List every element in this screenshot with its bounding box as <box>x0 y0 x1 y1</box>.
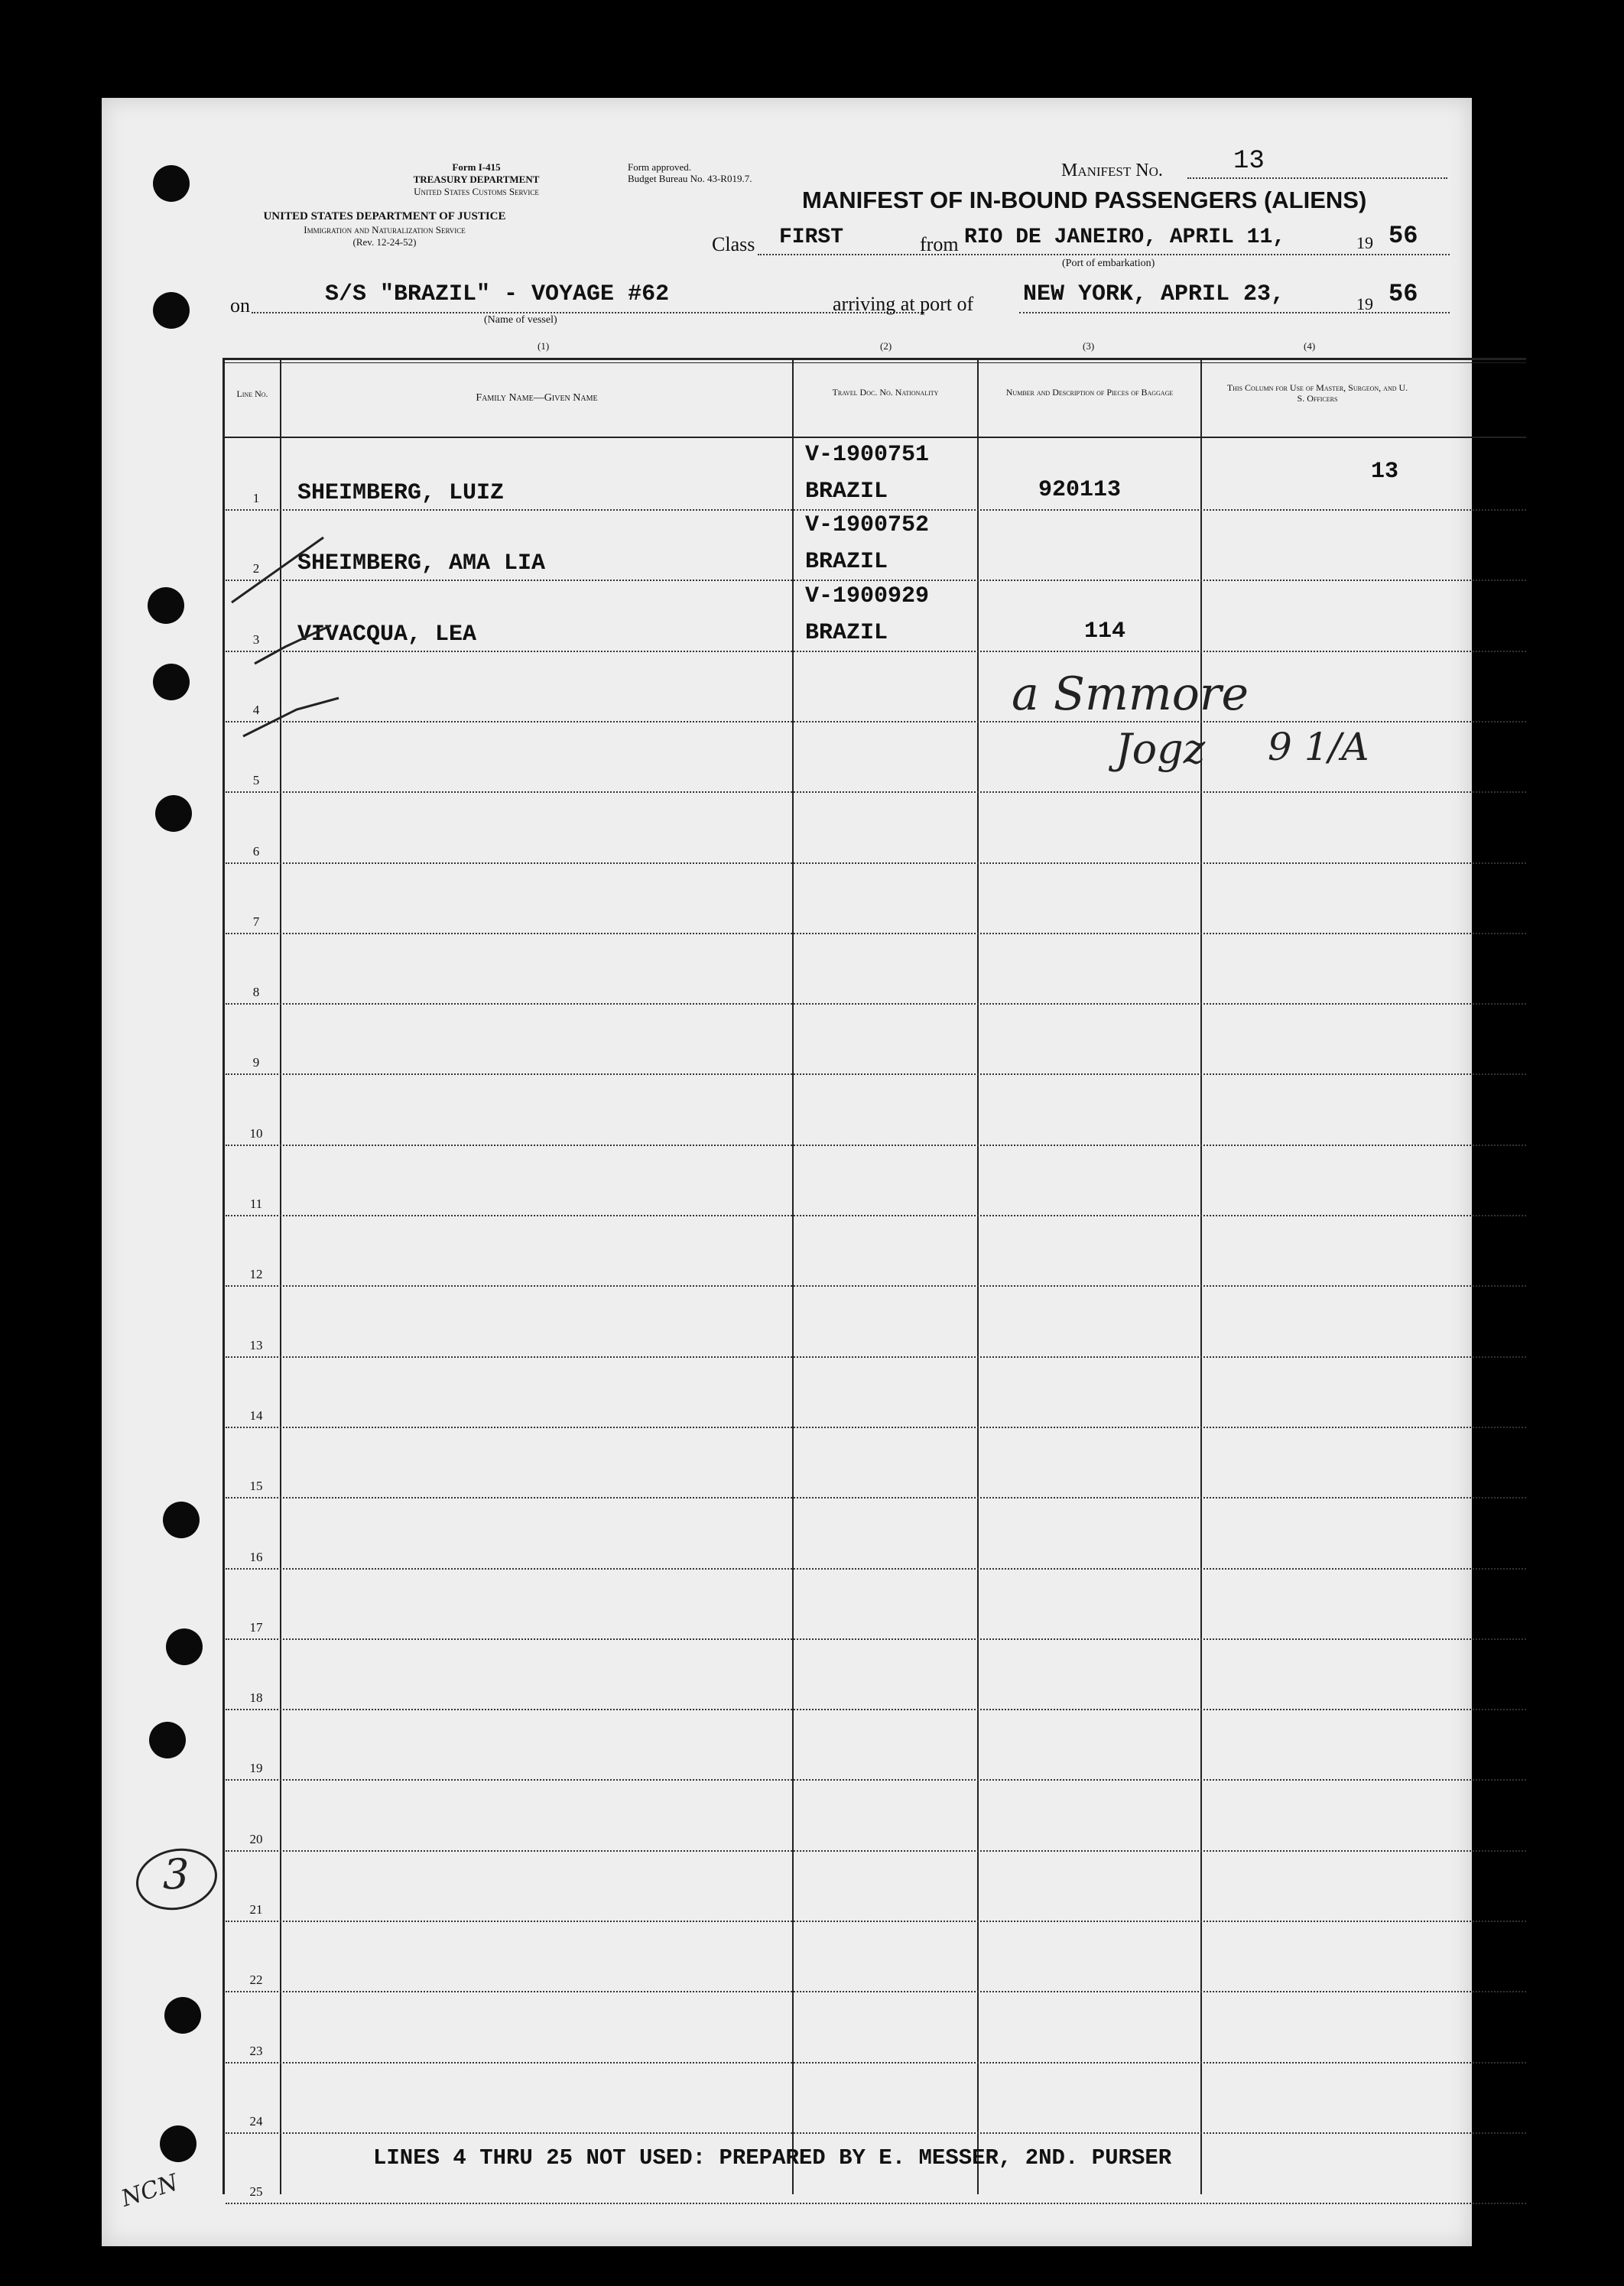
form-approved: Form approved. <box>628 161 692 173</box>
signature-1: a Smmore <box>1012 667 1249 721</box>
row-rule <box>226 1145 1526 1146</box>
manifest-no-rule <box>1187 177 1447 179</box>
signature-2: Jogz <box>1116 725 1206 773</box>
nationality: BRAZIL <box>805 479 888 505</box>
row-rule <box>226 1921 1526 1922</box>
row-number: 11 <box>249 1197 263 1211</box>
row-number: 24 <box>249 2114 263 2129</box>
row-rule <box>226 2062 1526 2064</box>
nationality: BRAZIL <box>805 620 888 646</box>
manifest-page <box>102 98 1472 2246</box>
circled-number: 3 <box>163 1850 190 1898</box>
class-label: Class <box>712 233 755 255</box>
class-value: FIRST <box>779 226 844 249</box>
treasury-dept: TREASURY DEPARTMENT <box>413 174 540 185</box>
row-number: 10 <box>249 1126 263 1141</box>
col-num-4: (4) <box>1304 340 1316 352</box>
class-rule <box>758 254 1450 255</box>
hand-circle <box>132 1843 224 1919</box>
row-number: 6 <box>252 844 260 859</box>
row-rule <box>226 1427 1526 1428</box>
row-number: 7 <box>252 914 260 929</box>
manifest-title: MANIFEST OF IN-BOUND PASSENGERS (ALIENS) <box>802 187 1367 213</box>
punch-hole <box>160 2125 197 2162</box>
footer-note: LINES 4 THRU 25 NOT USED: PREPARED BY E. MESSER, 2ND. PURSER <box>373 2145 1172 2171</box>
ins-service: Immigration and Naturalization Service <box>304 224 466 235</box>
row-number: 25 <box>249 2184 263 2199</box>
manifest-no-label: Manifest No. <box>1061 161 1163 180</box>
row-rule <box>226 1991 1526 1992</box>
row-number: 17 <box>249 1620 263 1635</box>
row-number: 18 <box>249 1690 263 1705</box>
budget-bureau: Budget Bureau No. 43-R019.7. <box>628 173 752 184</box>
punch-hole <box>166 1628 203 1665</box>
from-label: from <box>920 233 959 255</box>
year-value: 56 <box>1389 222 1418 250</box>
row-rule <box>226 2132 1526 2134</box>
row-rule <box>226 1779 1526 1781</box>
row-number: 3 <box>252 632 260 647</box>
row-rule <box>226 791 1526 793</box>
row-number: 21 <box>249 1902 263 1917</box>
passenger-name: SHEIMBERG, AMA LIA <box>297 550 546 576</box>
col-divider-doc <box>792 358 794 2194</box>
row-number: 20 <box>249 1832 263 1846</box>
officer-mark: 13 <box>1371 459 1399 485</box>
manifest-no-value: 13 <box>1233 147 1265 176</box>
row-rule <box>226 1285 1526 1287</box>
passenger-name: VIVACQUA, LEA <box>297 622 477 648</box>
punch-hole <box>148 587 184 624</box>
passenger-name: SHEIMBERG, LUIZ <box>297 480 505 506</box>
margin-initials: NCN <box>118 2169 182 2213</box>
col-num-3: (3) <box>1083 340 1095 352</box>
row-rule <box>226 1215 1526 1216</box>
form-number: Form I-415 <box>452 161 501 173</box>
baggage-value: 114 <box>1084 619 1126 645</box>
year2-prefix: 19 <box>1356 294 1373 313</box>
row-rule <box>226 1497 1526 1499</box>
row-number: 2 <box>252 561 260 576</box>
row-number: 4 <box>252 703 260 717</box>
baggage-value: 920113 <box>1038 477 1122 503</box>
year-prefix: 19 <box>1356 233 1373 252</box>
arriving-label: arriving at port of <box>833 293 974 315</box>
row-number: 14 <box>249 1408 263 1423</box>
col-num-1: (1) <box>538 340 550 352</box>
col-header-officers: This Column for Use of Master, Surgeon, and U. S. Officers <box>1226 382 1408 404</box>
revision-date: (Rev. 12-24-52) <box>352 236 417 248</box>
col-divider-officer <box>1200 358 1202 2194</box>
row-number: 13 <box>249 1338 263 1352</box>
vessel-value: S/S "BRAZIL" - VOYAGE #62 <box>325 281 670 307</box>
row-rule <box>226 1638 1526 1640</box>
travel-doc-no: V-1900929 <box>805 583 930 609</box>
row-rule <box>226 1356 1526 1358</box>
table-top-rule <box>224 358 1526 360</box>
row-number: 16 <box>249 1550 263 1564</box>
from-value: RIO DE JANEIRO, APRIL 11, <box>964 226 1286 249</box>
signature-3: 9 1/A <box>1268 725 1369 769</box>
arriving-rule <box>1019 312 1450 313</box>
row-rule <box>226 580 1526 581</box>
punch-hole <box>163 1502 200 1538</box>
row-rule <box>226 721 1526 722</box>
row-rule <box>226 1568 1526 1570</box>
row-rule <box>226 933 1526 934</box>
on-label: on <box>230 294 250 317</box>
travel-doc-no: V-1900752 <box>805 512 930 538</box>
punch-hole <box>153 664 190 700</box>
punch-hole <box>153 165 190 202</box>
row-rule <box>226 509 1526 511</box>
row-number: 15 <box>249 1479 263 1493</box>
nationality: BRAZIL <box>805 549 888 575</box>
col-header-baggage: Number and Description of Pieces of Baggage <box>1005 387 1174 398</box>
row-rule <box>226 1709 1526 1710</box>
check-marks <box>224 434 377 771</box>
col-divider-bag <box>977 358 979 2194</box>
row-rule <box>226 1850 1526 1852</box>
row-number: 12 <box>249 1267 263 1281</box>
row-number: 1 <box>252 491 260 505</box>
row-number: 23 <box>249 2044 263 2058</box>
row-number: 22 <box>249 1973 263 1987</box>
customs-service: United States Customs Service <box>414 186 539 197</box>
table-top-rule-2 <box>224 362 1526 363</box>
row-rule <box>226 651 1526 652</box>
vessel-note: (Name of vessel) <box>484 314 557 326</box>
row-rule <box>226 1003 1526 1005</box>
port-embark-note: (Port of embarkation) <box>1062 258 1155 269</box>
row-rule <box>226 2203 1526 2204</box>
row-number: 5 <box>252 773 260 787</box>
col-header-line-no: Line No. <box>236 388 268 399</box>
col-num-2: (2) <box>880 340 892 352</box>
col-header-travel-doc: Travel Doc. No. Nationality <box>832 387 939 398</box>
row-number: 9 <box>252 1055 260 1070</box>
row-number: 19 <box>249 1761 263 1775</box>
travel-doc-no: V-1900751 <box>805 442 930 468</box>
punch-hole <box>164 1997 201 2034</box>
punch-hole <box>155 795 192 832</box>
col-header-name: Family Name—Given Name <box>476 392 598 404</box>
vessel-rule <box>252 312 924 313</box>
row-number: 8 <box>252 985 260 999</box>
justice-dept: UNITED STATES DEPARTMENT OF JUSTICE <box>263 210 506 222</box>
header-bottom-rule <box>224 437 1526 438</box>
punch-hole <box>149 1722 186 1758</box>
arriving-value: NEW YORK, APRIL 23, <box>1023 281 1285 307</box>
row-rule <box>226 1073 1526 1075</box>
punch-hole <box>153 292 190 329</box>
year2-value: 56 <box>1389 280 1418 308</box>
row-rule <box>226 862 1526 864</box>
